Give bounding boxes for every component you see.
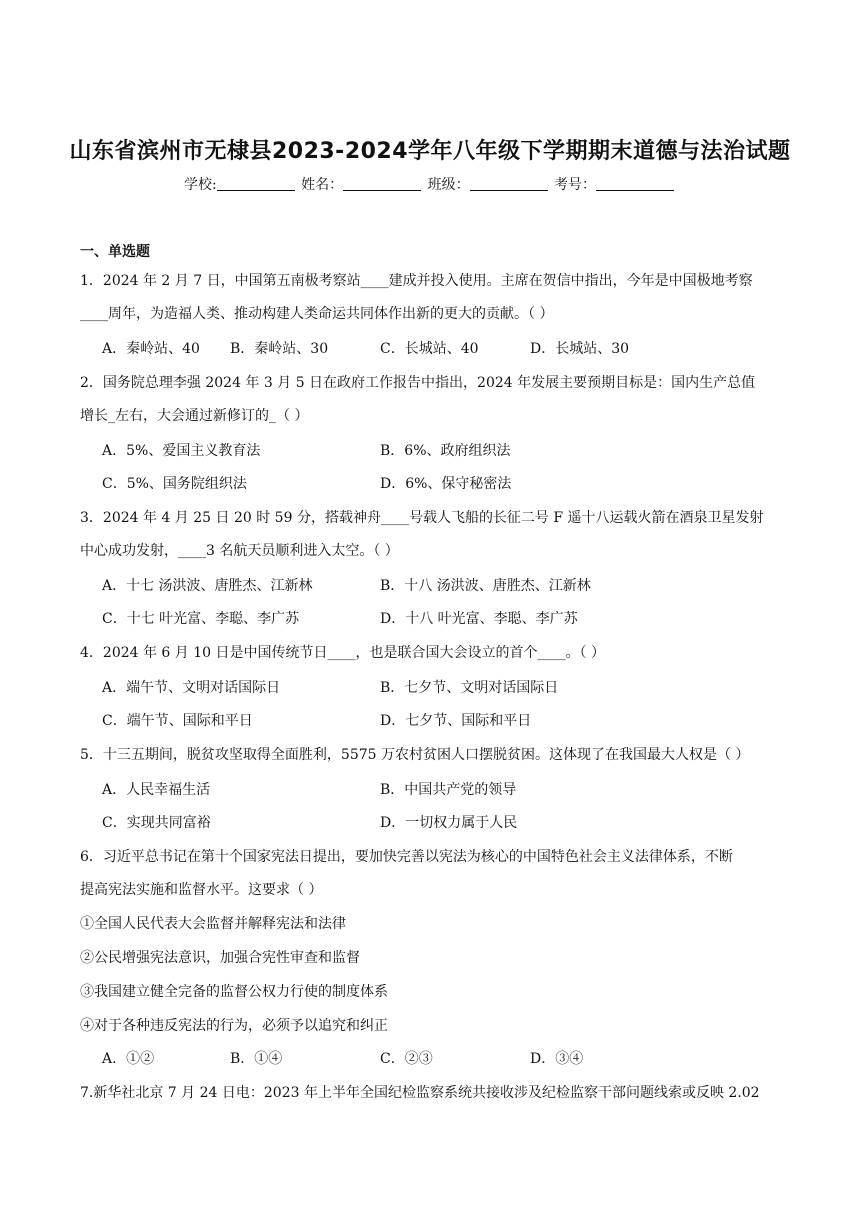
question-3-option-d: D．十八 叶光富、李聪、李广苏 <box>380 611 578 627</box>
question-5-option-d: D．一切权力属于人民 <box>380 815 518 831</box>
question-3-line-2: 中心成功发射，____3 名航天员顺利进入太空。（ ） <box>80 543 399 559</box>
question-3-option-a: A．十七 汤洪波、唐胜杰、江新林 <box>102 578 313 594</box>
question-6-option-b: B．①④ <box>230 1051 283 1067</box>
question-5-option-c: C．实现共同富裕 <box>102 815 211 831</box>
question-3-line-1: 3．2024 年 4 月 25 日 20 时 59 分，搭载神舟____号载人飞船的长征二号 F 遥十八运载火箭在酒泉卫星发射 <box>80 510 764 526</box>
student-info-line <box>0 174 860 194</box>
question-2-line-2: 增长_左右，大会通过新修订的_（ ） <box>80 408 309 424</box>
question-6-option-c: C．②③ <box>380 1051 433 1067</box>
question-6-statement-2: ②公民增强宪法意识，加强合宪性审查和监督 <box>80 950 360 966</box>
question-1-option-a: A．秦岭站、40 <box>102 341 200 357</box>
question-4-option-c: C．端午节、国际和平日 <box>102 713 253 729</box>
page-title: 山东省滨州市无棣县2023-2024学年八年级下学期期末道德与法治试题 <box>69 139 791 164</box>
question-1-line-1: 1．2024 年 2 月 7 日，中国第五南极考察站____建成并投入使用。主席在贺信中指出，今年是中国极地考察 <box>80 273 753 289</box>
question-1-option-c: C．长城站、40 <box>380 341 479 357</box>
question-2-option-c: C．5%、国务院组织法 <box>102 476 247 492</box>
question-4-option-b: B．七夕节、文明对话国际日 <box>380 680 559 696</box>
question-5-option-b: B．中国共产党的领导 <box>380 782 517 798</box>
question-6-statement-4: ④对于各种违反宪法的行为，必须予以追究和纠正 <box>80 1018 388 1034</box>
question-2-line-1: 2．国务院总理李强 2024 年 3 月 5 日在政府工作报告中指出，2024 年发展主要预期目标是：国内生产总值 <box>80 375 756 391</box>
question-1-option-b: B．秦岭站、30 <box>230 341 329 357</box>
name-label: 姓名： <box>301 177 344 193</box>
question-1-option-d: D．长城站、30 <box>530 341 630 357</box>
question-2-option-b: B．6%、政府组织法 <box>380 443 511 459</box>
question-3-option-c: C．十七 叶光富、李聪、李广苏 <box>102 611 300 627</box>
id-blank <box>596 176 674 191</box>
question-2-option-a: A．5%、爱国主义教育法 <box>102 443 261 459</box>
question-6-option-a: A．①② <box>102 1051 155 1067</box>
question-1-line-2: ____周年，为造福人类、推动构建人类命运共同体作出新的更大的贡献。（ ） <box>80 306 554 322</box>
question-5-option-a: A．人民幸福生活 <box>102 782 211 798</box>
school-label: 学校: <box>183 177 217 193</box>
question-4-option-d: D．七夕节、国际和平日 <box>380 713 532 729</box>
question-4-line-1: 4．2024 年 6 月 10 日是中国传统节日____，也是联合国大会设立的首个____。（ ） <box>80 645 605 661</box>
question-7-line-1: 7.新华社北京 7 月 24 日电：2023 年上半年全国纪检监察系统共接收涉及纪检监察干部问题线索或反映 2.02 <box>80 1085 760 1101</box>
question-6-line-2: 提高宪法实施和监督水平。这要求（ ） <box>80 882 323 898</box>
question-2-option-d: D．6%、保守秘密法 <box>380 476 512 492</box>
school-blank <box>217 176 295 191</box>
question-6-statement-3: ③我国建立健全完备的监督公权力行使的制度体系 <box>80 984 388 1000</box>
name-blank <box>343 176 421 191</box>
id-label: 考号： <box>554 177 597 193</box>
question-4-option-a: A．端午节、文明对话国际日 <box>102 680 281 696</box>
section-heading: 一、单选题 <box>80 244 150 260</box>
question-6-option-d: D．③④ <box>530 1051 584 1067</box>
question-3-option-b: B．十八 汤洪波、唐胜杰、江新林 <box>380 578 591 594</box>
question-6-statement-1: ①全国人民代表大会监督并解释宪法和法律 <box>80 916 346 932</box>
question-6-line-1: 6．习近平总书记在第十个国家宪法日提出，要加快完善以宪法为核心的中国特色社会主义法律体系，不断 <box>80 849 733 865</box>
question-5-line-1: 5．十三五期间，脱贫攻坚取得全面胜利，5575 万农村贫困人口摆脱贫困。这体现了在我国最大人权是（ ） <box>80 747 750 763</box>
class-blank <box>470 176 548 191</box>
class-label: 班级： <box>427 177 470 193</box>
